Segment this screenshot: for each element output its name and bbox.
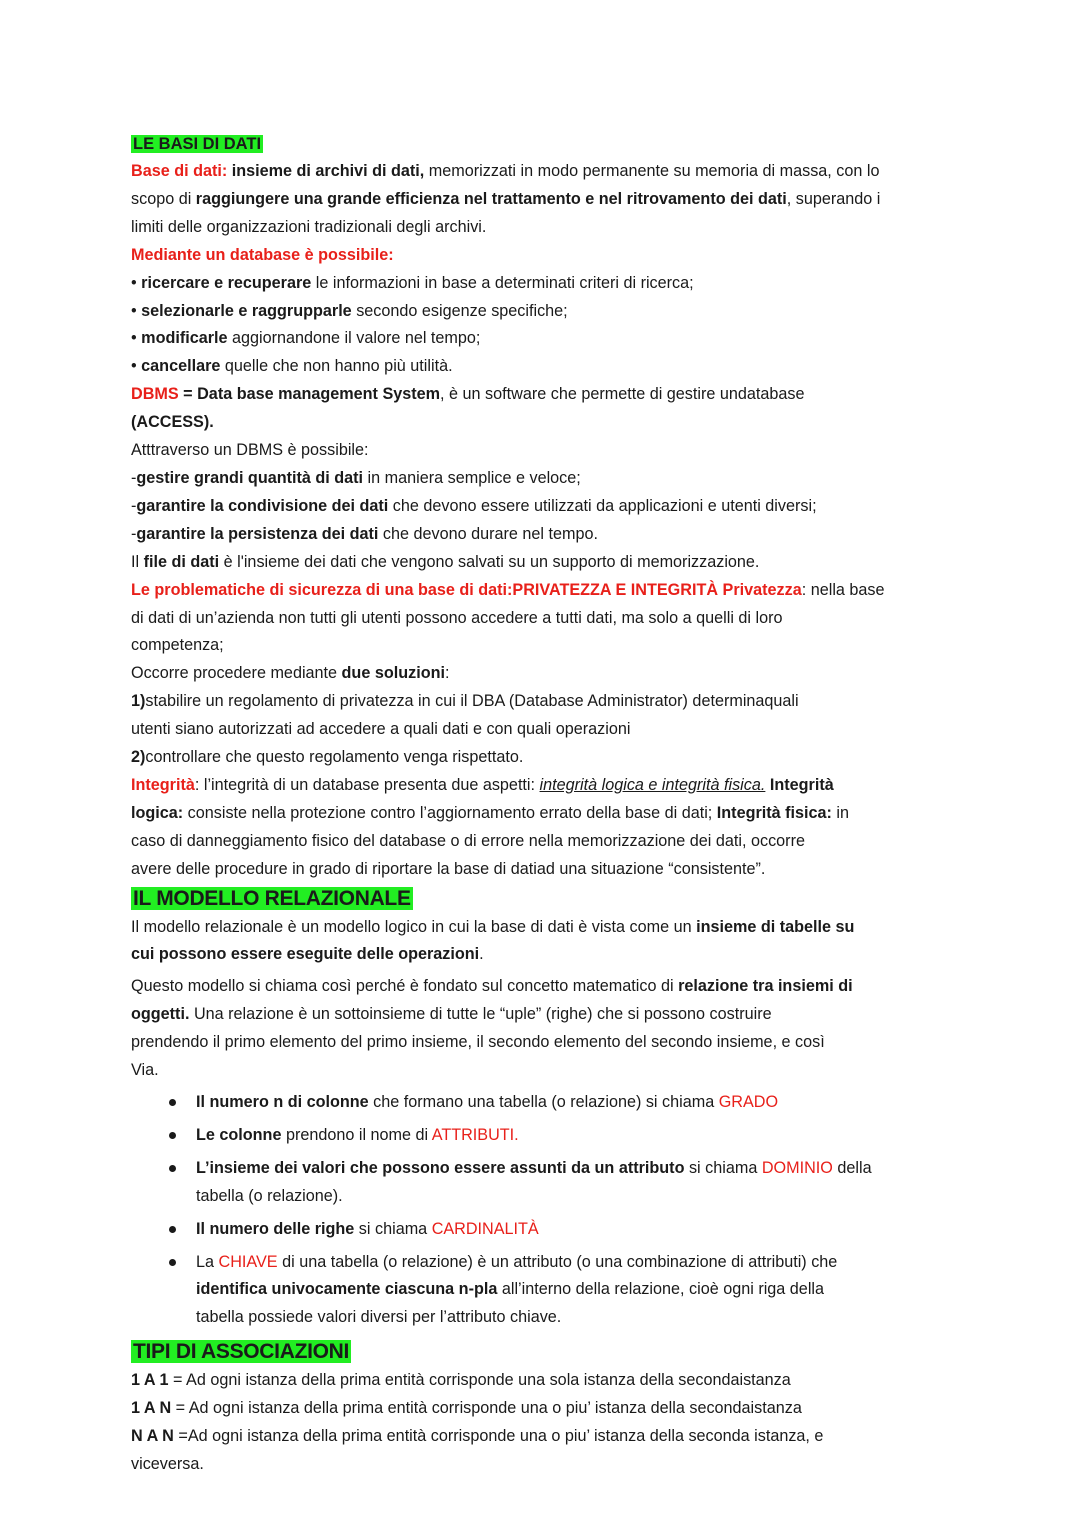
association-row: 1 A 1 = Ad ogni istanza della prima entità corrisponde una sola istanza della secondaistanza bbox=[131, 1371, 791, 1390]
paragraph-line: Occorre procedere mediante due soluzioni: bbox=[131, 664, 450, 683]
paragraph-line: competenza; bbox=[131, 636, 224, 655]
association-row: 1 A N = Ad ogni istanza della prima entità corrisponde una o piu’ istanza della secondaistanza bbox=[131, 1399, 802, 1418]
dbms-definition: DBMS = Data base management System, è un software che permette di gestire undatabase bbox=[131, 385, 805, 404]
bullet-dot-icon bbox=[169, 1259, 176, 1266]
paragraph-line: limiti delle organizzazioni tradizionali degli archivi. bbox=[131, 217, 487, 236]
section-title-basi-di-dati: LE BASI DI DATI bbox=[133, 135, 262, 153]
paragraph-line: Integrità: l’integrità di un database presenta due aspetti: integrità logica e integrità fisica. Integrità bbox=[131, 775, 834, 794]
paragraph-line: logica: consiste nella protezione contro l’aggiornamento errato della base di dati; Integrità fisica: in bbox=[131, 803, 850, 822]
bullet-dot-icon bbox=[169, 1099, 176, 1106]
subheading-mediante: Mediante un database è possibile: bbox=[131, 245, 394, 264]
bullet-dot-icon bbox=[169, 1165, 176, 1172]
paragraph-line: scopo di raggiungere una grande efficienza nel trattamento e nel ritrovamento dei dati, superando i bbox=[131, 189, 881, 208]
paragraph-line: Le problematiche di sicurezza di una base di dati:PRIVATEZZA E INTEGRITÀ Privatezza: nella base bbox=[131, 580, 885, 599]
dash-item: -garantire la persistenza dei dati che devono durare nel tempo. bbox=[131, 524, 598, 543]
bullet-item: • modificarle aggiornandone il valore nel tempo; bbox=[131, 329, 481, 348]
paragraph-line: Questo modello si chiama così perché è fondato sul concetto matematico di relazione tra insiemi di bbox=[131, 977, 853, 996]
bullet-item: • selezionarle e raggrupparle secondo esigenze specifiche; bbox=[131, 301, 568, 320]
paragraph-line: di dati di un’azienda non tutti gli utenti possono accedere a tutti dati, ma solo a quelli di loro bbox=[131, 608, 783, 627]
dash-item: -garantire la condivisione dei dati che devono essere utilizzati da applicazioni e utenti diversi; bbox=[131, 496, 817, 515]
numbered-item: 1)stabilire un regolamento di privatezza in cui il DBA (Database Administrator) determinaquali bbox=[131, 692, 799, 711]
numbered-item-cont: utenti siano autorizzati ad accedere a quali dati e con quali operazioni bbox=[131, 720, 631, 739]
relational-bullet-list bbox=[131, 1089, 961, 1332]
document-page bbox=[131, 130, 961, 1479]
paragraph-line: caso di danneggiamento fisico del database o di errore nella memorizzazione dei dati, occorre bbox=[131, 831, 805, 850]
bullet-dot-icon bbox=[169, 1226, 176, 1233]
section-title-tipi-di-associazioni: TIPI DI ASSOCIAZIONI bbox=[133, 1340, 350, 1364]
paragraph-line: Il modello relazionale è un modello logico in cui la base di dati è vista come un insieme di tabelle su bbox=[131, 917, 855, 936]
bullet-item: Il numero n di colonne che formano una tabella (o relazione) si chiama GRADO bbox=[131, 1089, 961, 1117]
paragraph-line: Via. bbox=[131, 1061, 159, 1080]
numbered-item: 2)controllare che questo regolamento venga rispettato. bbox=[131, 748, 524, 767]
dbms-definition-cont: (ACCESS). bbox=[131, 413, 214, 432]
bullet-item: • cancellare quelle che non hanno più utilità. bbox=[131, 357, 453, 376]
bullet-item: Le colonne prendono il nome di ATTRIBUTI. bbox=[131, 1122, 961, 1150]
bullet-item: La CHIAVE di una tabella (o relazione) è un attributo (o una combinazione di attributi) che identifica univocamente ciascuna n-pla all’interno della relazione, cioè ogni riga della tabella possiede valori diversi per l’attributo chiave. bbox=[131, 1249, 961, 1333]
section-title-modello-relazionale: IL MODELLO RELAZIONALE bbox=[133, 886, 411, 910]
bullet-dot-icon bbox=[169, 1132, 176, 1139]
bullet-item: Il numero delle righe si chiama CARDINALITÀ bbox=[131, 1216, 961, 1244]
paragraph-line: Atttraverso un DBMS è possibile: bbox=[131, 441, 369, 460]
association-row-cont: viceversa. bbox=[131, 1454, 204, 1473]
paragraph-line: oggetti. Una relazione è un sottoinsieme di tutte le “uple” (righe) che si possono costruire bbox=[131, 1005, 772, 1024]
paragraph-line: prendendo il primo elemento del primo insieme, il secondo elemento del secondo insieme, e così bbox=[131, 1033, 825, 1052]
paragraph-line: Base di dati: insieme di archivi di dati, memorizzati in modo permanente su memoria di massa, con lo bbox=[131, 162, 880, 180]
bullet-item: • ricercare e recuperare le informazioni in base a determinati criteri di ricerca; bbox=[131, 273, 694, 292]
association-row: N A N =Ad ogni istanza della prima entità corrisponde una o piu’ istanza della seconda istanza, e bbox=[131, 1427, 824, 1446]
dash-item: -gestire grandi quantità di dati in maniera semplice e veloce; bbox=[131, 468, 581, 487]
paragraph-line: cui possono essere eseguite delle operazioni. bbox=[131, 945, 484, 964]
paragraph-line: Il file di dati è l'insieme dei dati che vengono salvati su un supporto di memorizzazione. bbox=[131, 552, 760, 571]
paragraph-line: avere delle procedure in grado di riportare la base di datiad una situazione “consistente”. bbox=[131, 859, 766, 878]
bullet-item: L’insieme dei valori che possono essere assunti da un attributo si chiama DOMINIO della tabella (o relazione). bbox=[131, 1155, 961, 1211]
